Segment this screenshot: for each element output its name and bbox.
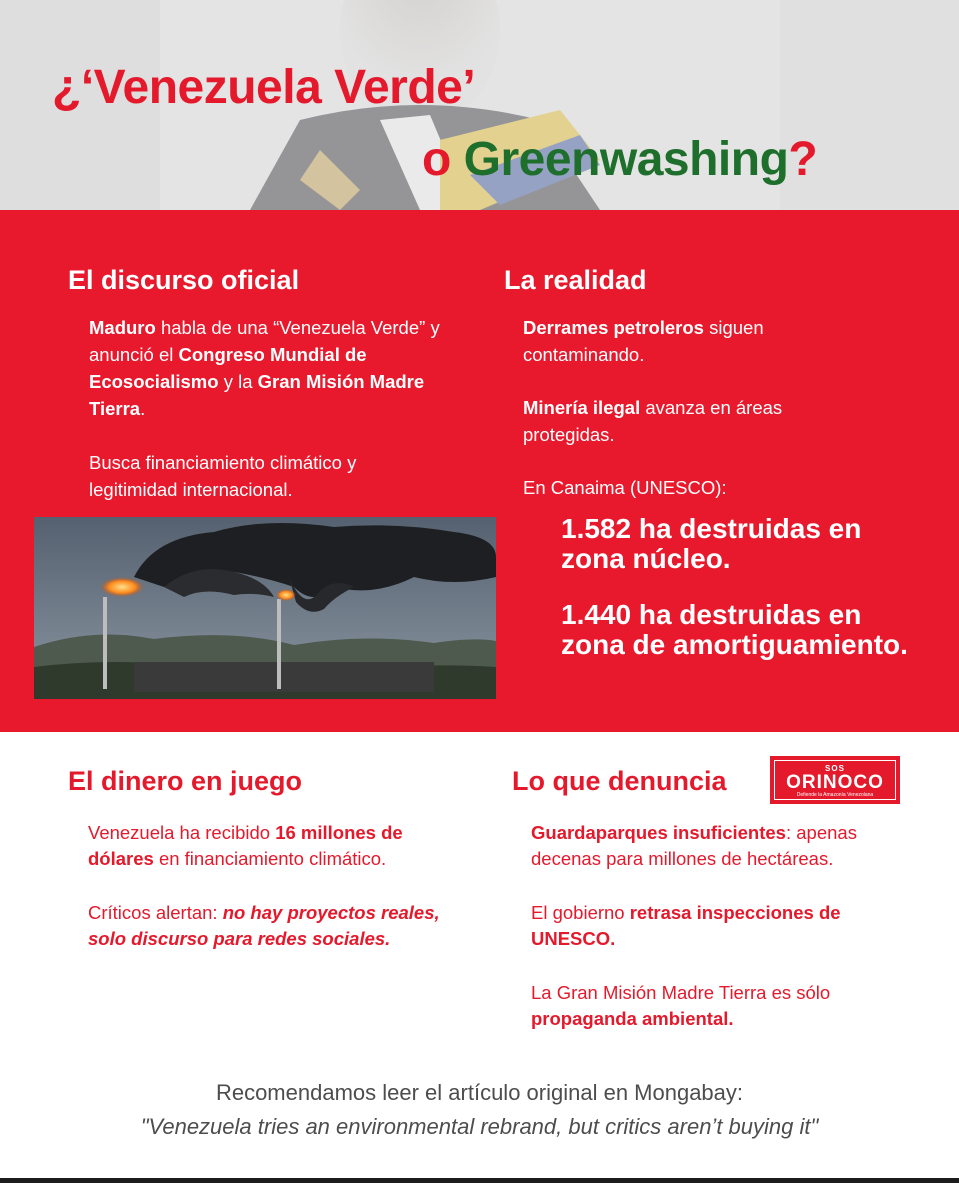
denuncia-paragraph-2: El gobierno retrasa inspecciones de UNESCO. xyxy=(531,902,841,949)
realidad-paragraph-3: En Canaima (UNESCO): xyxy=(523,477,727,498)
title-line1: ¿‘Venezuela Verde’ xyxy=(52,61,476,114)
logo-sos: SOS xyxy=(825,764,845,773)
title-o: o xyxy=(422,133,464,186)
realidad-paragraph-2: Minería ilegal avanza en áreas protegidas. xyxy=(523,397,783,445)
realidad-heading: La realidad xyxy=(504,265,647,295)
logo-orinoco: ORINOCO xyxy=(786,772,884,793)
logo-tagline: Defiende la Amazonía Venezolana xyxy=(796,792,874,798)
sos-orinoco-logo xyxy=(770,756,900,804)
denuncia-paragraph-3: La Gran Misión Madre Tierra es sólo propaganda ambiental. xyxy=(531,982,831,1029)
sos-orinoco-logo-frame xyxy=(774,760,896,800)
header xyxy=(0,0,959,210)
refinery-photo xyxy=(34,517,496,699)
dinero-paragraph-2: Críticos alertan: no hay proyectos reales, solo discurso para redes sociales. xyxy=(88,902,440,949)
article-title: "Venezuela tries an environmental rebrand, but critics aren’t buying it" xyxy=(140,1114,819,1139)
discurso-paragraph-2: Busca financiamiento climático y legitimidad internacional. xyxy=(89,452,357,500)
realidad-paragraph-1: Derrames petroleros siguen contaminando. xyxy=(523,317,764,365)
stat-zona-amortiguamiento: 1.440 ha destruidas en zona de amortiguamiento. xyxy=(561,599,908,660)
discurso-paragraph-1: Maduro habla de una “Venezuela Verde” y anunció el Congreso Mundial de Ecosocialismo y la Gran Misión Madre Tierra. xyxy=(89,317,440,419)
title-greenwashing: Greenwashing xyxy=(463,133,789,186)
title-question: ? xyxy=(788,133,818,186)
dinero-paragraph-1: Venezuela ha recibido 16 millones de dólares en financiamiento climático. xyxy=(88,822,403,869)
stat-zona-nucleo: 1.582 ha destruidas en zona núcleo. xyxy=(561,513,862,574)
dinero-heading: El dinero en juego xyxy=(68,766,303,796)
title-line2 xyxy=(422,132,817,187)
refinery-illustration xyxy=(34,517,496,699)
bottom-bar xyxy=(0,1178,959,1183)
recommendation-line: Recomendamos leer el artículo original en Mongabay: xyxy=(215,1080,744,1105)
denuncia-heading: Lo que denuncia xyxy=(512,766,727,796)
denuncia-paragraph-1: Guardaparques insuficientes: apenas decenas para millones de hectáreas. xyxy=(531,822,857,869)
discurso-heading: El discurso oficial xyxy=(68,265,300,295)
